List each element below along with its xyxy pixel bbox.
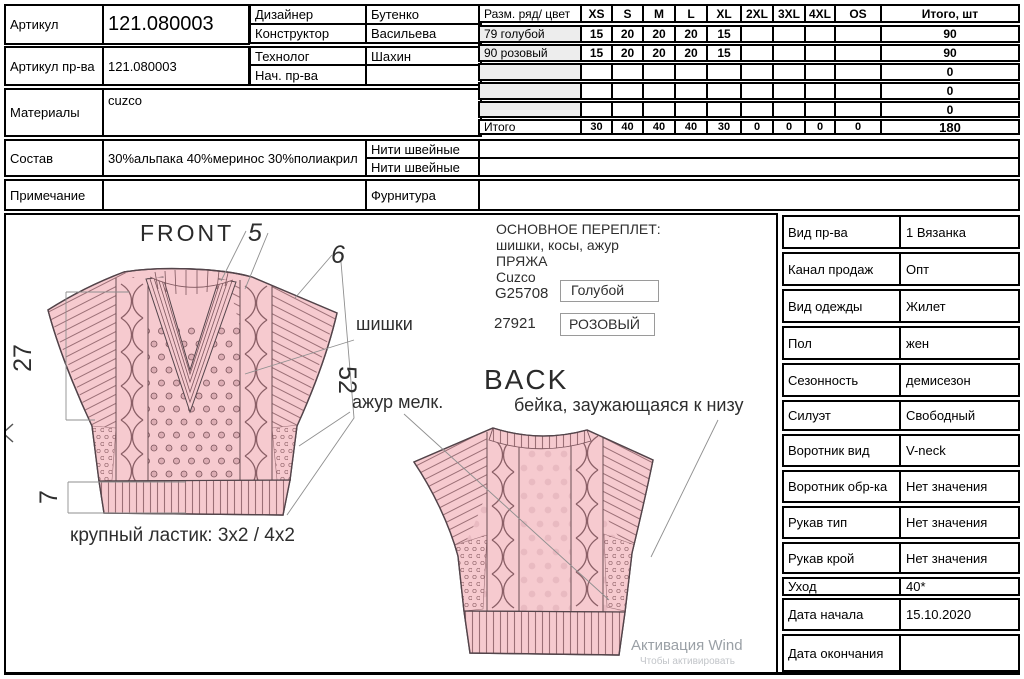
- size-grid-cell: 20: [642, 44, 676, 62]
- size-grid-cell: [804, 63, 836, 81]
- props-value: Нет значения: [906, 479, 988, 494]
- props-value: 15.10.2020: [906, 607, 972, 622]
- props-value: [901, 636, 1018, 670]
- props-label: Сезонность: [784, 365, 901, 395]
- props-value: Жилет: [906, 298, 946, 314]
- props-row: [782, 326, 1020, 360]
- props-label: Воротник обр-ка: [784, 472, 901, 501]
- size-grid-cell: [611, 63, 644, 81]
- props-label: Рукав крой: [784, 544, 901, 572]
- designer-value: Бутенко: [365, 4, 482, 25]
- size-grid-cell: [674, 82, 708, 100]
- yarn-color-2: РОЗОВЫЙ: [569, 315, 640, 332]
- constructor-value: Васильева: [365, 23, 482, 44]
- size-grid-totals-cell: 40: [674, 119, 708, 135]
- front-title: FRONT: [140, 220, 235, 246]
- size-grid-cell: [834, 44, 882, 62]
- size-grid-totals-cell: 40: [642, 119, 676, 135]
- size-grid-cell: [804, 101, 836, 118]
- size-grid-cell: [804, 44, 836, 62]
- size-grid-totals-cell: 0: [804, 119, 836, 135]
- props-row: [782, 400, 1020, 431]
- note-beika: бейка, заужающаяся к низу: [514, 395, 744, 415]
- watermark-line1: Активация Wind: [631, 637, 743, 654]
- garment-drawing: [6, 215, 776, 672]
- props-row: [782, 470, 1020, 503]
- size-grid-row-total: 0: [880, 101, 1020, 118]
- furniture-value: [478, 179, 1020, 211]
- size-grid-header: Разм. ряд/ цвет: [478, 4, 582, 23]
- size-grid-cell: [580, 101, 613, 118]
- size-grid-grand-total: 180: [880, 119, 1020, 135]
- props-row: [782, 598, 1020, 631]
- size-grid-cell: [834, 63, 882, 81]
- size-grid-cell: [740, 44, 774, 62]
- artikul-pr-label: Артикул пр-ва: [4, 46, 104, 86]
- yarn-title: ПРЯЖА: [496, 253, 548, 269]
- note-lastik: крупный ластик: 3x2 / 4x2: [70, 525, 295, 546]
- size-grid-cell: [706, 82, 742, 100]
- props-row: [782, 506, 1020, 539]
- props-value: жен: [906, 335, 930, 351]
- size-grid-cell: [611, 101, 644, 118]
- size-grid-header: Итого, шт: [880, 4, 1020, 23]
- size-grid-cell: [834, 101, 882, 118]
- size-grid-header: OS: [834, 4, 882, 23]
- front-vest: [48, 269, 337, 515]
- yarn-brand: Cuzco: [496, 269, 536, 285]
- yarn-code-2: 27921: [494, 315, 536, 332]
- size-grid-header: 2XL: [740, 4, 774, 23]
- dim-7: 7: [35, 490, 64, 504]
- props-value: Опт: [906, 261, 930, 277]
- props-label: Уход: [784, 579, 901, 594]
- size-grid-cell: [772, 101, 806, 118]
- size-grid-cell: [772, 44, 806, 62]
- size-grid-cell: [674, 63, 708, 81]
- yarn-weave-title: ОСНОВНОЕ ПЕРЕПЛЕТ:: [496, 221, 661, 237]
- size-grid-cell: [580, 82, 613, 100]
- props-row: [782, 634, 1020, 672]
- props-value: V-neck: [906, 443, 946, 458]
- threads1-value: [478, 139, 1020, 159]
- size-grid-cell: [580, 63, 613, 81]
- size-grid-cell: [804, 25, 836, 43]
- dim-27: 27: [9, 344, 38, 372]
- artikul-pr-value: 121.080003: [102, 46, 250, 86]
- note-azhur: ажур мелк.: [352, 392, 444, 412]
- yarn-weave-detail: шишки, косы, ажур: [496, 237, 619, 253]
- dim-52: 52: [332, 366, 361, 394]
- note-value: [102, 179, 369, 211]
- size-grid-totals-cell: 0: [740, 119, 774, 135]
- size-grid-totals-cell: 0: [772, 119, 806, 135]
- props-value: Свободный: [906, 408, 976, 423]
- size-grid-header: 4XL: [804, 4, 836, 23]
- size-grid-cell: [611, 82, 644, 100]
- size-grid-cell: [740, 25, 774, 43]
- drawing-area: [4, 213, 778, 674]
- props-label: Силуэт: [784, 402, 901, 429]
- furniture-label: Фурнитура: [365, 179, 480, 211]
- props-label: Канал продаж: [784, 254, 901, 284]
- props-value: 1 Вязанка: [906, 224, 966, 240]
- artikul-label: Артикул: [4, 4, 104, 45]
- size-grid-cell: 20: [674, 44, 708, 62]
- size-grid-row-total: 90: [880, 44, 1020, 62]
- sheet-bottom-border: [4, 672, 1020, 675]
- size-grid-header: 3XL: [772, 4, 806, 23]
- yarn-color-1: Голубой: [571, 282, 625, 299]
- size-grid-row-total: 0: [880, 63, 1020, 81]
- props-label: Дата начала: [784, 600, 901, 629]
- designer-label: Дизайнер: [249, 4, 367, 25]
- materials-label: Материалы: [4, 88, 104, 137]
- dim-6: 6: [331, 241, 345, 269]
- size-grid-cell: [642, 101, 676, 118]
- size-grid-cell: 15: [706, 44, 742, 62]
- props-value: 40*: [906, 579, 926, 594]
- props-row: [782, 252, 1020, 286]
- size-grid-cell: [834, 82, 882, 100]
- size-grid-totals-cell: 0: [834, 119, 882, 135]
- size-grid-cell: 20: [674, 25, 708, 43]
- size-grid-row-total: 90: [880, 25, 1020, 43]
- props-label: Пол: [784, 328, 901, 358]
- size-grid-cell: [642, 63, 676, 81]
- technolog-value: Шахин: [365, 46, 482, 66]
- size-grid-row-label: 79 голубой: [478, 25, 582, 43]
- size-grid-cell: [642, 82, 676, 100]
- props-label: Рукав тип: [784, 508, 901, 537]
- watermark-line2: Чтобы активировать: [640, 656, 735, 667]
- dim-5: 5: [248, 219, 262, 247]
- size-grid-cell: [772, 25, 806, 43]
- back-vest: [414, 428, 653, 655]
- threads2-value: [478, 157, 1020, 177]
- size-grid-header: M: [642, 4, 676, 23]
- size-grid-totals-label: Итого: [478, 119, 582, 135]
- size-grid-row-label: [478, 82, 582, 100]
- size-grid-cell: [772, 63, 806, 81]
- size-grid-cell: [674, 101, 708, 118]
- size-grid-row-total: 0: [880, 82, 1020, 100]
- size-grid-cell: 20: [611, 44, 644, 62]
- edge-chevron-icon: [6, 424, 13, 442]
- materials-value: cuzco: [102, 88, 482, 137]
- size-grid-cell: 15: [706, 25, 742, 43]
- yarn-color-box-1: [560, 280, 659, 302]
- size-grid-row-label: 90 розовый: [478, 44, 582, 62]
- size-grid-cell: [834, 25, 882, 43]
- back-title: BACK: [484, 364, 569, 395]
- props-value: Нет значения: [906, 515, 988, 530]
- props-label: Вид пр-ва: [784, 217, 901, 247]
- threads1-label: Нити швейные: [365, 139, 480, 159]
- yarn-code-1: G25708: [495, 285, 549, 302]
- props-label: Дата окончания: [784, 636, 901, 670]
- yarn-color-box-2: [560, 313, 655, 336]
- size-grid-header: XS: [580, 4, 613, 23]
- size-grid-header: L: [674, 4, 708, 23]
- props-row: [782, 363, 1020, 397]
- size-grid-cell: [804, 82, 836, 100]
- props-label: Вид одежды: [784, 291, 901, 321]
- size-grid-cell: [772, 82, 806, 100]
- props-row: [782, 542, 1020, 574]
- size-grid-cell: [740, 63, 774, 81]
- size-grid-cell: [706, 101, 742, 118]
- props-row: [782, 577, 1020, 596]
- threads2-label: Нити швейные: [365, 157, 480, 177]
- props-label: Воротник вид: [784, 436, 901, 465]
- props-row: [782, 434, 1020, 467]
- size-grid-cell: 20: [642, 25, 676, 43]
- sostav-label: Состав: [4, 139, 104, 177]
- size-grid-cell: 20: [611, 25, 644, 43]
- note-shishki: шишки: [356, 314, 413, 334]
- note-label: Примечание: [4, 179, 104, 211]
- props-value: демисезон: [906, 372, 971, 388]
- nach-prva-value: [365, 64, 482, 86]
- size-grid-totals-cell: 30: [706, 119, 742, 135]
- artikul-value: 121.080003: [102, 4, 250, 45]
- size-grid-cell: 15: [580, 25, 613, 43]
- size-grid-cell: 15: [580, 44, 613, 62]
- props-row: [782, 215, 1020, 249]
- size-grid-header: XL: [706, 4, 742, 23]
- size-grid-header: S: [611, 4, 644, 23]
- constructor-label: Конструктор: [249, 23, 367, 44]
- props-value: Нет значения: [906, 550, 988, 566]
- sostav-value: 30%альпака 40%меринос 30%полиакрил: [102, 139, 369, 177]
- technolog-label: Технолог: [249, 46, 367, 66]
- size-grid-totals-cell: 30: [580, 119, 613, 135]
- size-grid-cell: [740, 82, 774, 100]
- size-grid-row-label: [478, 63, 582, 81]
- nach-prva-label: Нач. пр-ва: [249, 64, 367, 86]
- size-grid-row-label: [478, 101, 582, 118]
- size-grid-totals-cell: 40: [611, 119, 644, 135]
- props-row: [782, 289, 1020, 323]
- size-grid-cell: [706, 63, 742, 81]
- size-grid-cell: [740, 101, 774, 118]
